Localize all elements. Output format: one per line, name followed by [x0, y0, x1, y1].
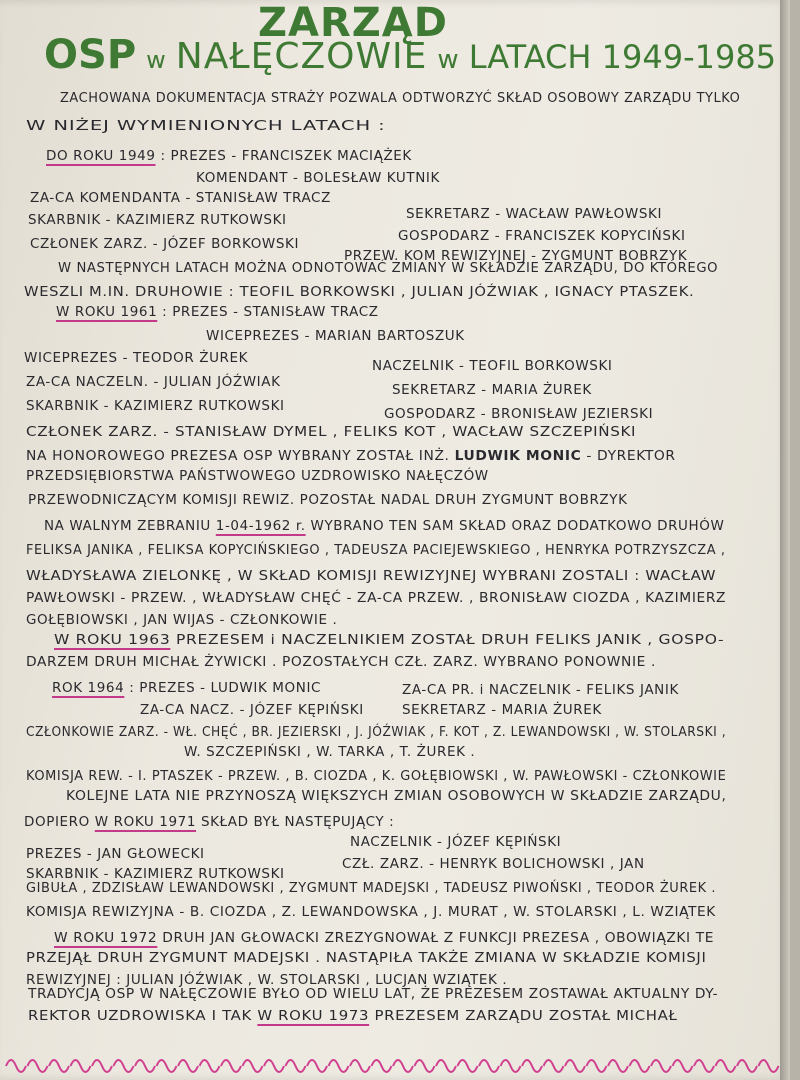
text-line — [206, 328, 465, 344]
underlined-date: W ROKU 1973 — [257, 1008, 370, 1024]
text-line — [60, 90, 740, 106]
text-segment: GOSPODARZ - FRANCISZEK KOPYCIŃSKI — [398, 228, 686, 244]
text-line — [372, 358, 613, 374]
underlined-date: W ROKU 1963 — [54, 632, 171, 648]
text-segment: REKTOR UZDROWISKA I TAK — [28, 1008, 258, 1024]
text-segment: KOMENDANT - BOLESŁAW KUTNIK — [196, 170, 440, 186]
text-segment: TRADYCJĄ OSP W NAŁĘCZOWIE BYŁO OD WIELU LAT, ŻE PREZESEM ZOSTAWAŁ AKTUALNY DY- — [28, 986, 719, 1002]
title-osp: OSP — [44, 32, 137, 78]
text-segment: WESZLI M.IN. DRUHOWIE : TEOFIL BORKOWSKI , JULIAN JÓŹWIAK , IGNACY PTASZEK. — [24, 284, 695, 300]
wave-ornament — [630, 1060, 650, 1072]
text-segment: PRZEWODNICZĄCYM KOMISJI REWIZ. POZOSTAŁ NADAL DRUH ZYGMUNT BOBRZYK — [28, 492, 628, 508]
text-line — [54, 632, 724, 648]
text-line — [402, 682, 679, 698]
wave-ornament — [329, 1060, 349, 1072]
text-segment: PREZES - JAN GŁOWECKI — [26, 846, 205, 862]
title-subheading — [44, 32, 784, 78]
underlined-date: ROK 1964 — [52, 680, 125, 696]
text-segment: WŁADYSŁAWA ZIELONKĘ , W SKŁAD KOMISJI REWIZYJNEJ WYBRANI ZOSTALI : WACŁAW — [26, 568, 717, 584]
wave-ornament — [28, 1060, 48, 1072]
text-line — [26, 398, 285, 414]
wave-ornament — [6, 1060, 26, 1072]
wave-ornament — [501, 1060, 521, 1072]
text-segment: PRZEDSIĘBIORSTWA PAŃSTWOWEGO UZDROWISKO NAŁĘCZÓW — [26, 468, 489, 484]
wave-ornament — [565, 1060, 585, 1072]
text-line — [26, 468, 489, 484]
wave-ornament — [587, 1060, 607, 1072]
text-segment: : PREZES - LUDWIK MONIC — [124, 680, 322, 696]
text-line — [26, 654, 656, 670]
text-line — [28, 1008, 678, 1024]
text-segment: DOPIERO — [24, 814, 95, 830]
text-segment: NACZELNIK - JÓZEF KĘPIŃSKI — [350, 834, 562, 850]
text-segment: GOSPODARZ - BRONISŁAW JEZIERSKI — [384, 406, 654, 422]
wave-ornament — [92, 1060, 112, 1072]
text-line — [28, 492, 628, 508]
text-line — [26, 590, 726, 606]
text-segment: GIBUŁA , ZDZISŁAW LEWANDOWSKI , ZYGMUNT MADEJSKI , TADEUSZ PIWOŃSKI , TEODOR ŻUREK . — [26, 880, 717, 896]
text-segment: CZŁ. ZARZ. - HENRYK BOLICHOWSKI , JAN — [342, 856, 645, 872]
text-segment: CZŁONKOWIE ZARZ. - WŁ. CHĘĆ , BR. JEZIERSKI , J. JÓŹWIAK , F. KOT , Z. LEWANDOWSKI , W. STOLARSKI , — [26, 724, 727, 740]
text-segment: ZA-CA PR. i NACZELNIK - FELIKS JANIK — [402, 682, 679, 698]
text-line — [26, 880, 716, 896]
text-segment: CZŁONEK ZARZ. - JÓZEF BORKOWSKI — [30, 236, 300, 252]
text-line — [24, 350, 248, 366]
title-place: NAŁĘCZOWIE — [175, 36, 428, 77]
underlined-date: W ROKU 1972 — [54, 930, 158, 946]
wave-ornament — [608, 1060, 628, 1072]
text-segment: SEKRETARZ - MARIA ŻUREK — [402, 702, 602, 718]
text-segment: NA HONOROWEGO PREZESA OSP WYBRANY ZOSTAŁ INŻ. — [26, 448, 455, 464]
text-segment: ZACHOWANA DOKUMENTACJA STRAŻY POZWALA ODTWORZYĆ SKŁAD OSOBOWY ZARZĄDU TYLKO — [60, 90, 741, 106]
text-segment: SKARBNIK - KAZIMIERZ RUTKOWSKI — [26, 398, 285, 414]
text-line — [30, 236, 299, 252]
text-segment: KOMISJA REW. - I. PTASZEK - PRZEW. , B. CIOZDA , K. GOŁĘBIOWSKI , W. PAWŁOWSKI - CZŁONKOWIE — [26, 768, 727, 784]
text-line — [406, 206, 662, 222]
title-w: w — [146, 46, 166, 74]
text-segment: PRZEJĄŁ DRUH ZYGMUNT MADEJSKI . NASTĄPIŁA TAKŻE ZMIANA W SKŁADZIE KOMISJI — [26, 950, 707, 966]
wave-ornament — [71, 1060, 91, 1072]
text-segment: PRZEW. KOM REWIZYJNEJ - ZYGMUNT BOBRZYK — [344, 248, 688, 264]
wave-ornament — [178, 1060, 198, 1072]
text-line — [26, 118, 386, 134]
text-segment: FELIKSA JANIKA , FELIKSA KOPYCIŃSKIEGO , TADEUSZA PACIEJEWSKIEGO , HENRYKA POTRZYSZCZA , — [26, 542, 726, 558]
text-line — [28, 986, 718, 1002]
text-segment: SEKRETARZ - WACŁAW PAWŁOWSKI — [406, 206, 663, 222]
text-line — [58, 260, 718, 276]
wave-ornament — [458, 1060, 478, 1072]
underlined-date: DO ROKU 1949 — [46, 148, 156, 164]
text-line — [26, 424, 636, 440]
wave-ornament — [522, 1060, 542, 1072]
text-segment: : PREZES - STANISŁAW TRACZ — [157, 304, 379, 320]
text-segment: W NASTĘPNYCH LATACH MOŻNA ODNOTOWAĆ ZMIANY W SKŁADZIE ZARZĄDU, DO KTÓREGO — [58, 260, 719, 276]
text-line — [392, 382, 592, 398]
wave-ornament — [393, 1060, 413, 1072]
text-line — [52, 680, 321, 696]
text-line — [184, 744, 475, 760]
text-line — [66, 788, 726, 804]
text-line — [398, 228, 686, 244]
text-segment: SKARBNIK - KAZIMIERZ RUTKOWSKI — [28, 212, 287, 228]
wave-ornament — [221, 1060, 241, 1072]
text-segment: - DYREKTOR — [581, 448, 676, 464]
page-edge — [780, 0, 790, 1080]
text-line — [54, 930, 714, 946]
wave-ornament — [694, 1060, 714, 1072]
wave-ornament — [350, 1060, 370, 1072]
text-segment: REWIZYJNEJ : JULIAN JÓŹWIAK , W. STOLARSKI , LUCJAN WZIĄTEK . — [26, 972, 508, 988]
text-segment: LUDWIK MONIC — [454, 448, 582, 464]
text-line — [342, 856, 645, 872]
title-w-second: w — [437, 45, 459, 75]
text-line — [26, 904, 716, 920]
wave-ornament — [157, 1060, 177, 1072]
text-segment: NACZELNIK - TEOFIL BORKOWSKI — [372, 358, 613, 374]
text-segment: KOLEJNE LATA NIE PRZYNOSZĄ WIĘKSZYCH ZMIAN OSOBOWYCH W SKŁADZIE ZARZĄDU, — [66, 788, 727, 804]
wave-ornament — [716, 1060, 736, 1072]
underlined-date: 1-04-1962 r. — [215, 518, 306, 534]
text-segment: ZA-CA KOMENDANTA - STANISŁAW TRACZ — [30, 190, 331, 206]
text-segment: WYBRANO TEN SAM SKŁAD ORAZ DODATKOWO DRUHÓW — [305, 518, 725, 534]
text-line — [384, 406, 653, 422]
text-line — [28, 212, 287, 228]
text-segment: GOŁĘBIOWSKI , JAN WIJAS - CZŁONKOWIE . — [26, 612, 338, 628]
text-line — [56, 304, 379, 320]
wave-ornament — [673, 1060, 693, 1072]
text-segment: DRUH JAN GŁOWACKI ZREZYGNOWAŁ Z FUNKCJI PREZESA , OBOWIĄZKI TE — [157, 930, 715, 946]
wave-ornament — [544, 1060, 564, 1072]
text-line — [26, 950, 706, 966]
wave-ornament — [49, 1060, 69, 1072]
text-line — [26, 374, 281, 390]
text-line — [44, 518, 724, 534]
text-line — [140, 702, 364, 718]
text-segment: SKŁAD BYŁ NASTĘPUJĄCY : — [196, 814, 395, 830]
text-line — [26, 724, 726, 740]
wave-ornament — [737, 1060, 757, 1072]
text-segment: NA WALNYM ZEBRANIU — [44, 518, 216, 534]
text-segment: ZA-CA NACZ. - JÓZEF KĘPIŃSKI — [140, 702, 364, 718]
wave-ornament — [436, 1060, 456, 1072]
wave-ornament — [415, 1060, 435, 1072]
title-zarzad: ZARZĄD — [258, 0, 448, 46]
decorative-wave-border — [2, 1050, 782, 1076]
text-segment: PAWŁOWSKI - PRZEW. , WŁADYSŁAW CHĘĆ - ZA-CA PRZEW. , BRONISŁAW CIOZDA , KAZIMIERZ — [26, 590, 727, 606]
text-segment: W. SZCZEPIŃSKI , W. TARKA , T. ŻUREK . — [184, 744, 476, 760]
text-line — [26, 448, 676, 464]
text-line — [26, 768, 726, 784]
wave-ornament — [479, 1060, 499, 1072]
text-line — [30, 190, 331, 206]
text-line — [46, 148, 412, 164]
wave-ornament — [200, 1060, 220, 1072]
wave-ornament — [114, 1060, 134, 1072]
text-segment: : PREZES - FRANCISZEK MACIĄŻEK — [155, 148, 412, 164]
text-segment: SKARBNIK - KAZIMIERZ RUTKOWSKI — [26, 866, 285, 882]
text-segment: CZŁONEK ZARZ. - STANISŁAW DYMEL , FELIKS KOT , WACŁAW SZCZEPIŃSKI — [26, 424, 637, 440]
text-segment: ZA-CA NACZELN. - JULIAN JÓŹWIAK — [26, 374, 281, 390]
text-segment: PREZESEM i NACZELNIKIEM ZOSTAŁ DRUH FELIKS JANIK , GOSPO- — [170, 632, 725, 648]
text-line — [24, 814, 394, 830]
text-line — [26, 612, 337, 628]
wave-ornament — [286, 1060, 306, 1072]
text-segment: SEKRETARZ - MARIA ŻUREK — [392, 382, 592, 398]
text-line — [26, 846, 205, 862]
text-segment: KOMISJA REWIZYJNA - B. CIOZDA , Z. LEWANDOWSKA , J. MURAT , W. STOLARSKI , L. WZIĄTEK — [26, 904, 716, 920]
title-period: LATACH 1949-1985 — [468, 38, 777, 76]
wave-ornament — [264, 1060, 284, 1072]
underlined-date: W ROKU 1961 — [56, 304, 158, 320]
text-line — [24, 284, 694, 300]
underlined-date: W ROKU 1971 — [94, 814, 197, 830]
text-segment: W NIŻEJ WYMIENIONYCH LATACH : — [26, 118, 386, 134]
wave-ornament — [651, 1060, 671, 1072]
text-line — [402, 702, 602, 718]
text-segment: WICEPREZES - MARIAN BARTOSZUK — [206, 328, 465, 344]
text-segment: DARZEM DRUH MICHAŁ ŻYWICKI . POZOSTAŁYCH CZŁ. ZARZ. WYBRANO PONOWNIE . — [26, 654, 656, 670]
wave-ornament — [243, 1060, 263, 1072]
text-segment: WICEPREZES - TEODOR ŻUREK — [24, 350, 249, 366]
text-line — [26, 568, 716, 584]
text-line — [196, 170, 440, 186]
text-line — [26, 542, 726, 558]
wave-ornament — [372, 1060, 392, 1072]
wave-ornament — [759, 1060, 779, 1072]
wave-ornament — [135, 1060, 155, 1072]
text-line — [350, 834, 561, 850]
wave-ornament — [307, 1060, 327, 1072]
text-segment: PREZESEM ZARZĄDU ZOSTAŁ MICHAŁ — [369, 1008, 678, 1024]
